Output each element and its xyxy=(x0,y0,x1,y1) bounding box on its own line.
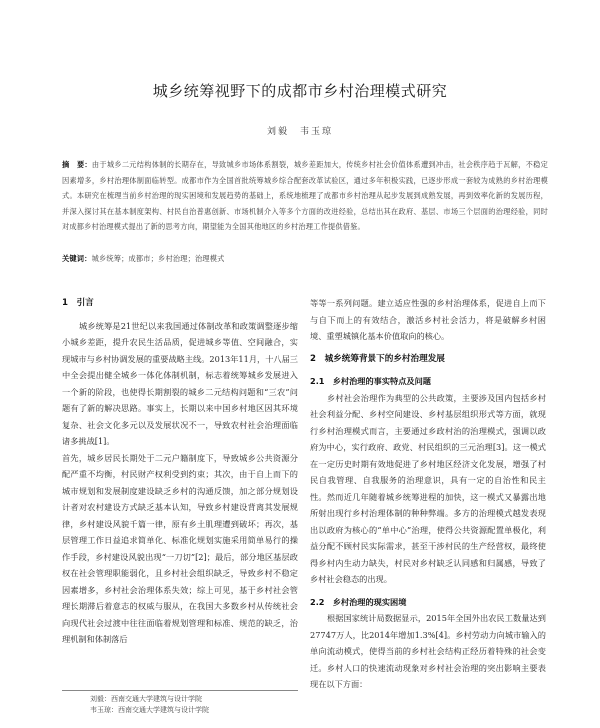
section-2-heading: 2 城乡统筹背景下的乡村治理发展 xyxy=(310,353,445,364)
section-1-heading: 1 引言 xyxy=(62,298,94,308)
body-paragraph: 等等一系列问题。建立适应性强的乡村治理体系，促进自上而下与自下而上的有效结合，激活乡村社会活力，将是破解乡村困境、重塑城镇化基本价值取向的核心。 xyxy=(310,298,546,341)
keywords-label: 关键词： xyxy=(62,254,92,263)
right-column xyxy=(310,295,546,693)
body-paragraph: 首先，城乡居民长期处于二元户籍制度下，导致城乡公共资源分配严重不均衡，村民财产权利受到约束；其次，由于自上而下的城市规划和发展制度建设缺乏乡村的沟通反馈，加之部分规划设计者对农村建设方式缺乏基本认知，导致乡村建设背离其发展规律，乡村建设风貌千篇一律，原有乡土肌理遭到破坏；再次，基层管理工作日益追求简单化、标准化规划实施采用简单易行的操作手段，乡村建设风貌出现“一刀切”[2]；最后，部分地区基层政权在社会管理职能弱化，且乡村社会组织缺乏，导致乡村不稳定因素增多，乡村社会治理体系失效；综上可见，基于乡村社会管理长期滞后着意志的权威与服从，在我国大多数乡村从传统社会向现代社会过渡中往往面临着规划管理和标准、规范的缺乏，治理机制和体制落后 xyxy=(62,452,298,644)
abstract-label: 摘 要： xyxy=(62,160,92,169)
keywords xyxy=(62,252,548,266)
left-column xyxy=(62,295,298,648)
footnote-author-1: 刘毅：西南交通大学建筑与设计学院 xyxy=(90,695,202,703)
keywords-text: 城乡统筹；成都市；乡村治理；治理模式 xyxy=(91,254,225,263)
subsection-2-2-heading: 2.2 乡村治理的现实困境 xyxy=(310,596,407,607)
body-paragraph: 根据国家统计局数据显示，2015年全国外出农民工数量达到27747万人，比2014年增加1.3%[4]。乡村劳动力向城市输入的单向流动模式，使得当前的乡村社会结构正经历着特殊的社会变迁。乡村人口的快速流动现象对乡村社会治理的突出影响主要表现在以下方面： xyxy=(310,613,546,689)
footnotes xyxy=(90,694,310,716)
body-paragraph: 城乡统筹是21世纪以来我国通过体制改革和政策调整逐步缩小城乡差距，提升农民生活品质，促进城乡等值、空间融合，实现城市与乡村协调发展的重要战略主线。2013年11月，十八届三中全会提出健全城乡一体化体制机制，标志着统筹城乡发展进入一个新的阶段，也使得长期割裂的城乡二元结构问题和“三农”问题有了新的解决思路。事实上，长期以来中国乡村地区因其环境复杂、社会文化多元以及发展状况不一，导致农村社会治理面临诸多挑战[1]。 xyxy=(62,320,298,446)
paper-title: 城乡统筹视野下的成都市乡村治理模式研究 xyxy=(152,82,448,100)
abstract-text: 由于城乡二元结构体制的长期存在，导致城乡市场体系割裂，城乡差距加大，传统乡村社会价值体系遭到冲击，社会秩序趋于瓦解，不稳定因素增多，乡村治理体制面临转型。成都市作为全国首批统筹城乡综合配套改革试验区，通过多年积极实践，已逐步形成一套较为成熟的乡村治理模式。本研究在梳理当前乡村治理的现实困境和发展趋势的基础上，系统地梳理了成都市乡村治理从起步发展到成熟发展，再到效率化新的发展历程，并深入探讨其在基本制度架构、村民自治普惠创新、市场机制介入等多个方面的改进经验，总结出其在政府、基层、市场三个层面的治理经验，同时对成都乡村治理模式提出了新的思考方向，期望能为全国其他地区的乡村治理工作提供借鉴。 xyxy=(62,160,548,231)
subsection-2-1-heading: 2.1 乡村治理的事实特点及问题 xyxy=(310,376,431,386)
paper-authors: 刘毅 韦玉琼 xyxy=(266,127,333,137)
footnote-author-2: 韦玉琼：西南交通大学建筑与设计学院 xyxy=(90,706,209,714)
footnote-divider xyxy=(62,690,298,691)
body-paragraph: 乡村社会治理作为典型的公共政策，主要涉及国内包括乡村社会利益分配、乡村空间建设、乡村基层组织形式等方面，就现行乡村治理模式而言，主要通过乡政村治的治理模式，强调以政府为中心，实行政府、政党、村民组织的三元治理[3]。这一模式在一定历史时期有效地促进了乡村地区经济文化发展，增强了村民自我管理、自我服务的治理意识，具有一定的自治性和民主性。然而近几年随着城乡统筹进程的加快，这一模式又暴露出地所射出现行乡村治理体制的种种弊端。多方的治理模式越发表现出以政府为核心的“单中心”治理，使得公共资源配置单极化，利益分配不顾村民实际需求，甚至干涉村民的生产经营权，最终使得乡村内生动力缺失，村民对乡村缺乏认同感和归属感，导致了乡村社会稳态的出现。 xyxy=(310,392,546,584)
abstract xyxy=(62,157,548,235)
